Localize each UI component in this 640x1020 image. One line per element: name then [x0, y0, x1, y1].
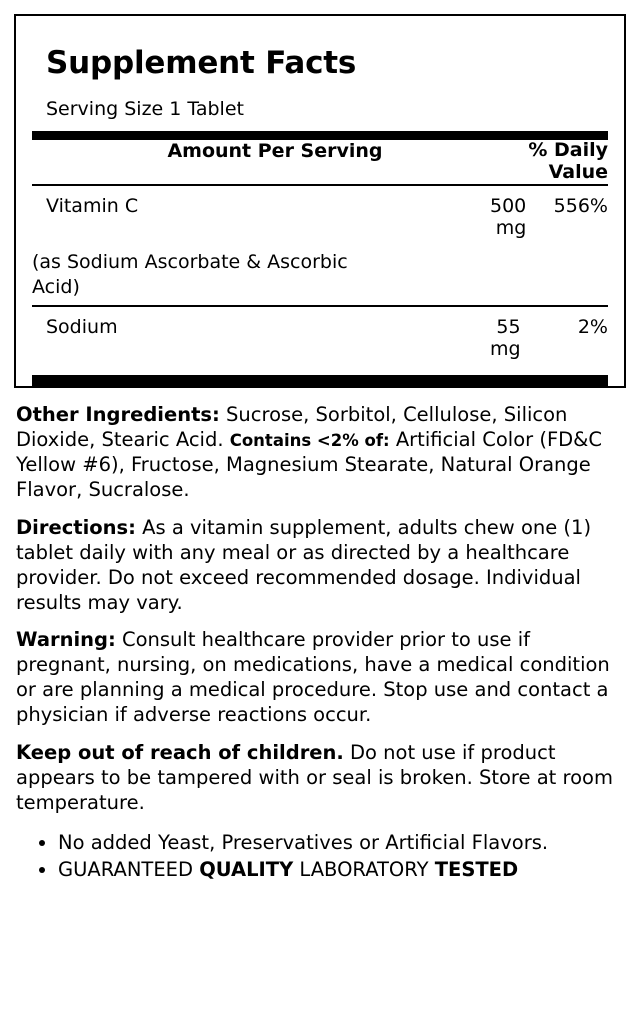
- keep-out-text: Do not use if product appears to be tampered with or seal is broken. Store at room temperature.: [16, 741, 613, 815]
- divider-thick-top: [32, 131, 608, 140]
- list-item: [58, 830, 626, 856]
- claim-guaranteed-quality: [58, 858, 518, 881]
- header-daily-value-line1: % Daily: [528, 138, 608, 161]
- nutrient-daily-value: 2%: [577, 315, 608, 338]
- serving-size-text: Serving Size 1 Tablet: [46, 98, 244, 121]
- warning-text: Consult healthcare provider prior to use if pregnant, nursing, on medications, have a medical condition or are planning a medical procedure. Stop use and contact a physician if adverse reactions occur.: [16, 628, 610, 727]
- supplement-facts-panel: [14, 14, 626, 388]
- nutrient-amount: 500 mg: [490, 194, 527, 239]
- page-title: Supplement Facts: [46, 45, 357, 81]
- other-ingredients-text-2: Artificial Color (FD&C Yellow #6), Fructose, Magnesium Stearate, Natural Orange Flavor, Sucralose.: [16, 427, 603, 501]
- directions-text: As a vitamin supplement, adults chew one (1) tablet daily with any meal or as directed by a healthcare provider. Do not exceed recommended dosage. Individual results may vary.: [16, 515, 592, 614]
- other-ingredients-paragraph: [16, 403, 624, 503]
- other-ingredients-text-1: Sucrose, Sorbitol, Cellulose, Silicon Dioxide, Stearic Acid.: [16, 402, 568, 451]
- nutrition-table: [32, 140, 608, 369]
- warning-paragraph: [16, 628, 624, 728]
- claim-seg-laboratory: LABORATORY: [293, 858, 435, 882]
- other-ingredients-label: Other Ingredients:: [16, 402, 220, 426]
- divider-thick-bottom: [32, 375, 608, 386]
- table-row: [32, 186, 608, 248]
- warning-label: Warning:: [16, 628, 116, 652]
- list-item: [58, 857, 626, 883]
- directions-label: Directions:: [16, 515, 136, 539]
- claim-seg-guaranteed: GUARANTEED: [58, 858, 200, 882]
- nutrient-source-line2: Acid): [32, 276, 80, 299]
- claim-seg-quality: QUALITY: [199, 858, 294, 882]
- nutrient-source-note: [32, 248, 608, 305]
- claim-no-added: No added Yeast, Preservatives or Artificial Flavors.: [58, 831, 549, 855]
- nutrient-cells: [490, 307, 608, 369]
- claim-seg-tested: TESTED: [434, 858, 519, 882]
- header-daily-value: [490, 140, 608, 184]
- nutrient-name: Vitamin C: [46, 194, 139, 217]
- table-row: [32, 307, 608, 369]
- contains-less-than-label: Contains <2% of:: [229, 430, 390, 450]
- keep-out-of-reach-paragraph: [16, 741, 624, 816]
- header-amount-per-serving: Amount Per Serving: [167, 139, 383, 162]
- nutrient-source-line1: (as Sodium Ascorbate & Ascorbic: [32, 250, 348, 273]
- keep-out-label: Keep out of reach of children.: [16, 741, 344, 765]
- directions-paragraph: [16, 516, 624, 616]
- nutrient-amount: 55 mg: [490, 315, 521, 360]
- nutrient-cells: [490, 186, 608, 248]
- nutrient-daily-value: 556%: [553, 194, 608, 217]
- table-row-subtext: [32, 248, 608, 305]
- table-header-row: [32, 140, 608, 184]
- nutrient-name: Sodium: [46, 315, 118, 338]
- header-daily-value-line2: Value: [548, 160, 608, 183]
- claims-list: [14, 830, 626, 884]
